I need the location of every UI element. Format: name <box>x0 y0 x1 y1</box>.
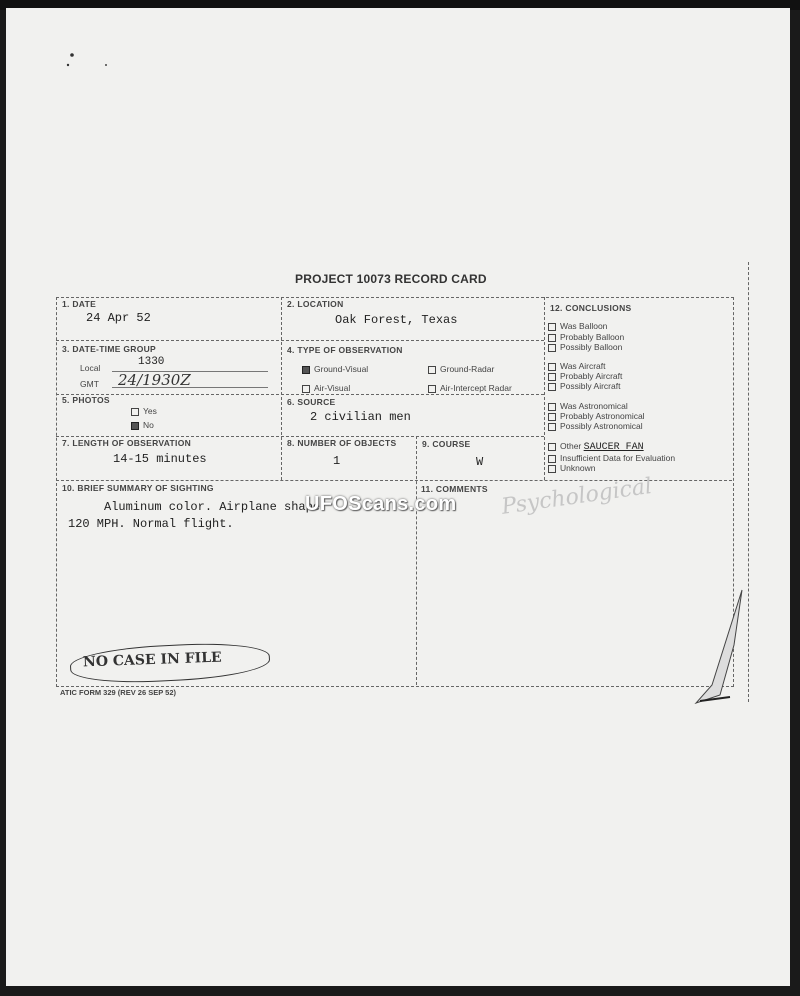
conclusion-was-astronomical: Was Astronomical <box>548 401 628 411</box>
length-value: 14-15 minutes <box>113 452 207 466</box>
watermark: UFOScans.com <box>305 493 457 515</box>
conclusion-probably-astronomical: Probably Astronomical <box>548 411 645 421</box>
no-case-stamp: NO CASE IN FILE <box>82 649 222 671</box>
photos-label: 5. PHOTOS <box>62 395 110 405</box>
course-value: W <box>476 455 484 469</box>
gmt-label: GMT <box>80 379 99 389</box>
conclusion-unknown: Unknown <box>548 463 595 473</box>
date-label: 1. DATE <box>62 299 97 309</box>
date-value: 24 Apr 52 <box>86 311 151 325</box>
photos-yes: Yes <box>131 406 157 416</box>
location-label: 2. LOCATION <box>287 299 344 309</box>
conclusion-was-balloon: Was Balloon <box>548 321 607 331</box>
objects-value: 1 <box>333 454 341 468</box>
local-label: Local <box>80 363 101 373</box>
divider <box>56 340 544 341</box>
conclusion-possibly-astronomical: Possibly Astronomical <box>548 421 643 431</box>
divider <box>56 394 544 395</box>
curled-corner <box>690 585 750 710</box>
summary-line-1: Aluminum color. Airplane shape. <box>104 500 328 514</box>
source-value: 2 civilian men <box>310 410 411 424</box>
divider <box>416 436 417 685</box>
location-value: Oak Forest, Texas <box>335 313 458 327</box>
conclusion-probably-aircraft: Probably Aircraft <box>548 371 622 381</box>
option-ground-visual: Ground-Visual <box>302 364 368 374</box>
local-time: 1330 <box>138 356 165 368</box>
conclusions-label: 12. CONCLUSIONS <box>550 303 632 313</box>
stray-marks <box>60 45 120 75</box>
divider <box>544 297 545 480</box>
conclusion-possibly-aircraft: Possibly Aircraft <box>548 381 620 391</box>
comments-handwritten: Psychological <box>500 473 654 520</box>
option-air-visual: Air-Visual <box>302 383 350 393</box>
summary-line-2: 120 MPH. Normal flight. <box>68 517 234 531</box>
gmt-underline <box>112 387 268 388</box>
source-label: 6. SOURCE <box>287 397 336 407</box>
option-ground-radar: Ground-Radar <box>428 364 494 374</box>
conclusion-possibly-balloon: Possibly Balloon <box>548 342 622 352</box>
gmt-handwritten: 24/1930Z <box>118 371 191 389</box>
conclusion-other: Other SAUCER FAN <box>548 441 644 453</box>
photos-no: No <box>131 420 154 430</box>
conclusion-was-aircraft: Was Aircraft <box>548 361 606 371</box>
card-title: PROJECT 10073 RECORD CARD <box>295 272 487 286</box>
option-air-intercept-radar: Air-Intercept Radar <box>428 383 512 393</box>
divider <box>56 436 544 437</box>
summary-label: 10. BRIEF SUMMARY OF SIGHTING <box>62 483 214 493</box>
conclusion-probably-balloon: Probably Balloon <box>548 332 624 342</box>
conclusion-insufficient-data: Insufficient Data for Evaluation <box>548 453 675 463</box>
observation-type-label: 4. TYPE OF OBSERVATION <box>287 345 403 355</box>
divider <box>281 297 282 480</box>
form-number: ATIC FORM 329 (REV 26 SEP 52) <box>60 688 177 697</box>
length-label: 7. LENGTH OF OBSERVATION <box>62 438 192 448</box>
datetime-label: 3. DATE-TIME GROUP <box>62 344 157 354</box>
objects-label: 8. NUMBER OF OBJECTS <box>287 438 397 448</box>
course-label: 9. COURSE <box>422 439 471 449</box>
other-value: SAUCER FAN <box>583 442 644 453</box>
comments-label: 11. COMMENTS <box>421 484 488 494</box>
